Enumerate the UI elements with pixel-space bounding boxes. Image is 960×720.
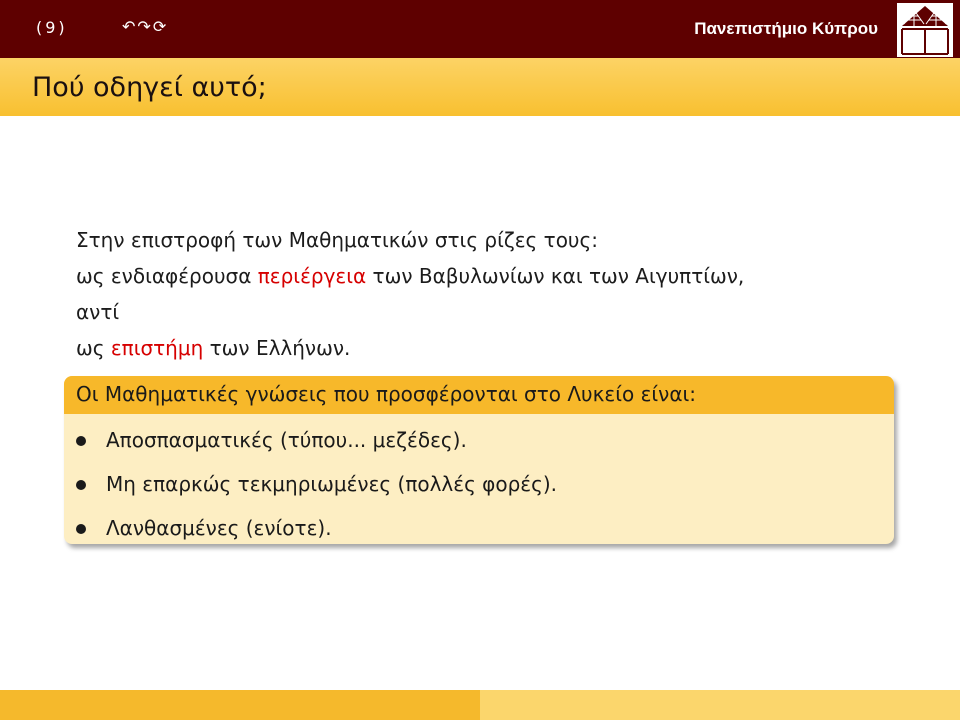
university-of-cyprus-logo-icon xyxy=(896,2,954,58)
slide-title: Πού οδηγεί αυτό; xyxy=(32,72,267,103)
bullet-dot-icon xyxy=(76,480,86,490)
bullet-dot-icon xyxy=(76,436,86,446)
intro-line-4-prefix: ως xyxy=(76,336,111,360)
institution-name: Πανεπιστήμιο Κύπρου xyxy=(694,19,878,38)
block-body xyxy=(64,414,894,544)
intro-line-3: αντί xyxy=(76,300,120,324)
top-bar xyxy=(0,0,960,58)
intro-text xyxy=(76,222,896,366)
intro-line-4-suffix: των Ελλήνων. xyxy=(203,336,351,360)
intro-line-2-suffix: των Βαβυλωνίων και των Αιγυπτίων, xyxy=(366,264,745,288)
list-item xyxy=(106,418,894,462)
navigation-symbols-icon[interactable]: ↶↷⟳ xyxy=(122,17,169,36)
title-bar xyxy=(0,58,960,116)
footer-bar xyxy=(0,690,960,720)
intro-line-1: Στην επιστροφή των Μαθηματικών στις ρίζες τους: xyxy=(76,228,598,252)
intro-line-2-prefix: ως ενδιαφέρουσα xyxy=(76,264,258,288)
list-item-text: Αποσπασματικές (τύπου... μεζέδες). xyxy=(106,428,467,452)
list-item xyxy=(106,462,894,506)
frame-number: (9) xyxy=(36,18,68,37)
highlight-science: επιστήμη xyxy=(110,336,204,360)
intro-line-4 xyxy=(76,330,896,366)
highlight-curiosity: περιέργεια xyxy=(257,264,367,288)
bullet-dot-icon xyxy=(76,524,86,534)
footer-left xyxy=(0,690,480,720)
footer-right xyxy=(480,690,960,720)
list-item xyxy=(106,506,894,544)
list-item-text: Λανθασμένες (ενίοτε). xyxy=(106,516,332,540)
list-item-text: Μη επαρκώς τεκμηριωμένες (πολλές φορές). xyxy=(106,472,558,496)
intro-line-2 xyxy=(76,258,896,294)
info-block xyxy=(64,376,894,544)
block-heading: Οι Μαθηματικές γνώσεις που προσφέρονται στο Λυκείο είναι: xyxy=(64,376,894,414)
